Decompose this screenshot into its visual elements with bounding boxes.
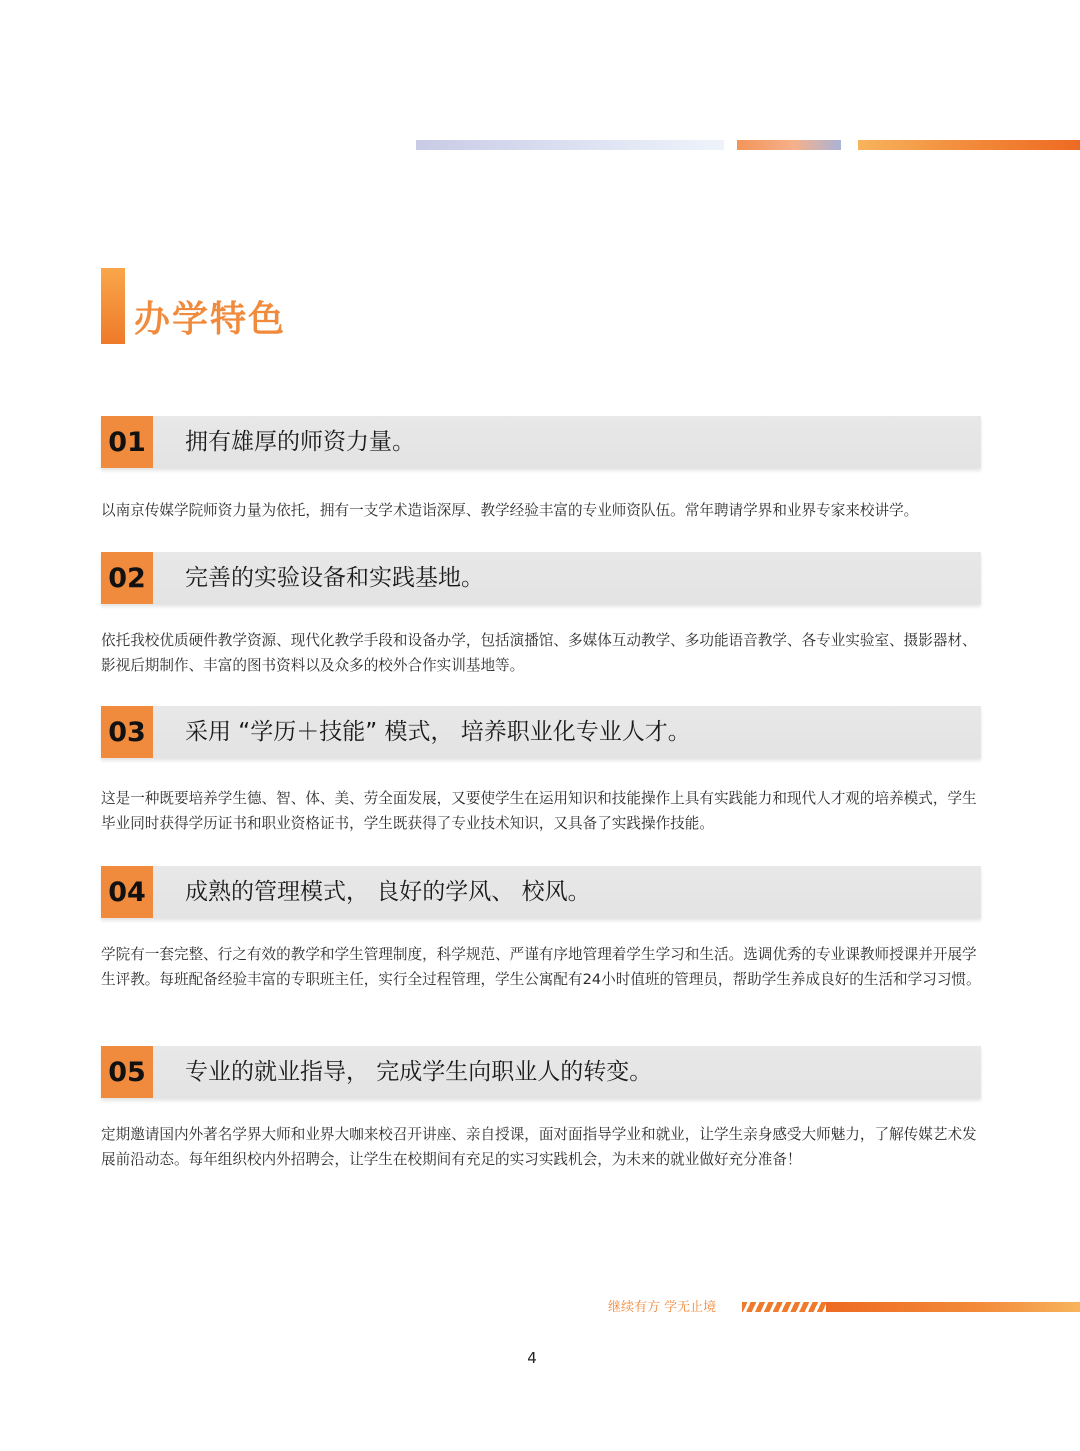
feature-title: 成熟的管理模式， 良好的学风、 校风。 [185, 879, 591, 905]
feature-title: 专业的就业指导， 完成学生向职业人的转变。 [185, 1059, 653, 1085]
feature-header-03 [101, 706, 981, 758]
feature-body-01: 以南京传媒学院师资力量为依托，拥有一支学术造诣深厚、教学经验丰富的专业师资队伍。常年聘请学界和业界专家来校讲学。 [101, 502, 919, 519]
feature-number-badge: 04 [101, 866, 153, 918]
feature-title: 采用 “学历＋技能” 模式， 培养职业化专业人才。 [185, 719, 691, 745]
feature-body-03: 这是一种既要培养学生德、智、体、美、劳全面发展，又要使学生在运用知识和技能操作上具有实践能力和现代人才观的培养模式，学生毕业同时获得学历证书和职业资格证书，学生既获得了专业技术知识，又具备了实践操作技能。 [101, 790, 977, 832]
page-number: 4 [527, 1349, 537, 1367]
feature-number-badge: 02 [101, 552, 153, 604]
top-decor-bar-peach [737, 140, 841, 150]
title-accent-bar [101, 268, 125, 344]
feature-header-01 [101, 416, 981, 468]
page-title: 办学特色 [134, 299, 287, 340]
footer-decor-bar [826, 1302, 1080, 1312]
feature-body-04: 学院有一套完整、行之有效的教学和学生管理制度，科学规范、严谨有序地管理着学生学习和生活。选调优秀的专业课教师授课并开展学生评教。每班配备经验丰富的专职班主任，实行全过程管理，学生公寓配有24小时值班的管理员，帮助学生养成良好的生活和学习习惯。 [101, 946, 981, 988]
footer-stripes-decor [742, 1302, 828, 1312]
feature-number-badge: 05 [101, 1046, 153, 1098]
feature-body-05: 定期邀请国内外著名学界大师和业界大咖来校召开讲座、亲自授课，面对面指导学业和就业，让学生亲身感受大师魅力，了解传媒艺术发展前沿动态。每年组织校内外招聘会，让学生在校期间有充足的实习实践机会，为未来的就业做好充分准备！ [101, 1126, 977, 1168]
feature-header-04 [101, 866, 981, 918]
feature-title: 拥有雄厚的师资力量。 [185, 429, 415, 455]
top-decor-bar-lavender [416, 140, 724, 150]
feature-number-badge: 03 [101, 706, 153, 758]
feature-header-02 [101, 552, 981, 604]
feature-header-05 [101, 1046, 981, 1098]
feature-title: 完善的实验设备和实践基地。 [185, 565, 484, 591]
feature-body-02: 依托我校优质硬件教学资源、现代化教学手段和设备办学，包括演播馆、多媒体互动教学、多功能语音教学、各专业实验室、摄影器材、影视后期制作、丰富的图书资料以及众多的校外合作实训基地等。 [101, 632, 977, 674]
top-decor-bar-orange [858, 140, 1080, 150]
feature-number-badge: 01 [101, 416, 153, 468]
footer-slogan: 继续有方 学无止境 [608, 1300, 717, 1315]
